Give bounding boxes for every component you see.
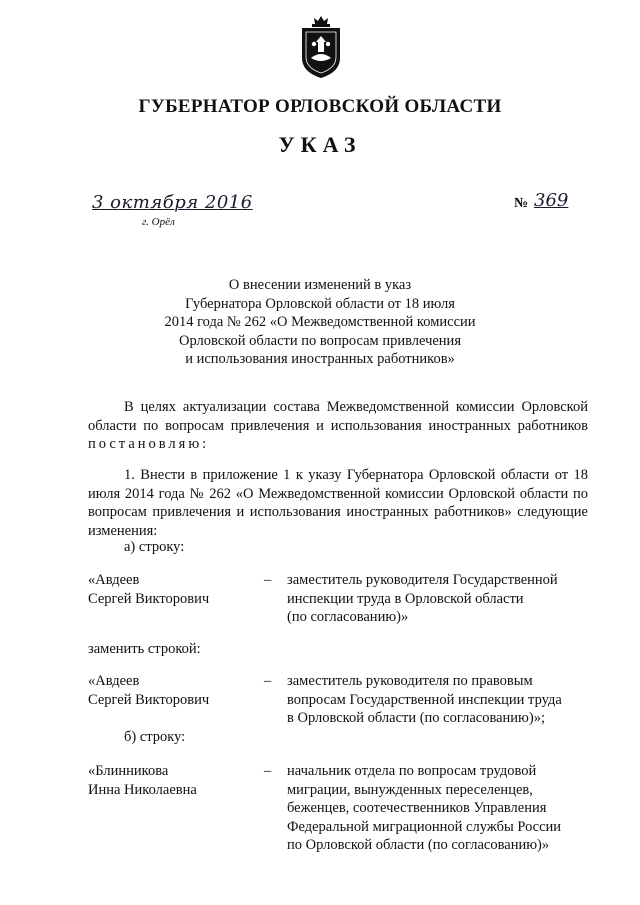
document-subject	[150, 276, 490, 369]
entry-dash: –	[264, 673, 272, 689]
decree-word: постановляю:	[88, 436, 210, 452]
entry-name-line: Сергей Викторович	[88, 691, 210, 708]
entry-dash: –	[264, 572, 272, 588]
entry-name	[88, 672, 248, 709]
entry-role-line: заместитель руководителя Государственной	[287, 572, 558, 588]
document-type: УКАЗ	[278, 132, 362, 157]
place-of-issue: г. Орёл	[142, 216, 175, 228]
entry-role-line: вопросам Государственной инспекции труда	[287, 691, 562, 708]
entry-role-line: инспекции труда в Орловской области	[287, 590, 524, 607]
entry-name-line: «Авдеев	[88, 572, 140, 588]
entry-role-line: беженцев, соотечественников Управления	[287, 800, 547, 816]
item-b-label: б) строку:	[124, 729, 186, 745]
entry-role-line: в Орловской области (по согласованию)»;	[287, 710, 545, 726]
subject-line: О внесении изменений в указ	[228, 277, 412, 293]
entry-role	[287, 672, 587, 728]
entry-role	[287, 762, 587, 855]
entry-name-line: «Авдеев	[88, 673, 140, 689]
clause-1-paragraph: 1. Внести в приложение 1 к указу Губернатора Орловской области от 18 июля 2014 года № 262 «О Межведомственной комиссии Орловской области по вопросам привлечения и использования иностранных работников» следующие изменения:	[88, 467, 588, 539]
coat-of-arms-icon	[298, 14, 344, 80]
entry-old-avdeev	[88, 571, 588, 651]
entry-old-blinnikova	[88, 762, 588, 862]
replace-label: заменить строкой:	[88, 641, 201, 657]
subject-line: 2014 года № 262 «О Межведомственной комиссии	[164, 314, 476, 330]
subject-line: Орловской области по вопросам привлечения	[178, 332, 461, 349]
date-field	[92, 192, 262, 218]
item-a-label: а) строку:	[124, 539, 185, 555]
preamble-text: В целях актуализации состава Межведомственной комиссии Орловской области по вопросам привлечения и использования иностранных работников	[88, 399, 588, 434]
entry-role	[287, 571, 587, 627]
subject-line: Губернатора Орловской области от 18 июля	[185, 295, 455, 312]
entry-role-line: начальник отдела по вопросам трудовой	[287, 763, 537, 779]
entry-role-line: заместитель руководителя по правовым	[287, 673, 533, 689]
handwritten-date: 3 октября 2016	[92, 192, 253, 213]
subject-line: и использования иностранных работников»	[185, 351, 455, 367]
entry-name-line: «Блинникова	[88, 763, 169, 779]
number-sign: №	[514, 196, 529, 211]
handwritten-number: 369	[534, 190, 569, 211]
entry-name-line: Инна Николаевна	[88, 781, 197, 798]
entry-role-line: по Орловской области (по согласованию)»	[287, 837, 550, 853]
entry-name	[88, 762, 248, 799]
org-title: ГУБЕРНАТОР ОРЛОВСКОЙ ОБЛАСТИ	[138, 96, 502, 117]
entry-role-line: миграции, вынужденных переселенцев,	[287, 781, 533, 798]
entry-dash: –	[264, 763, 272, 779]
entry-name-line: Сергей Викторович	[88, 590, 210, 607]
entry-name	[88, 571, 248, 608]
preamble-paragraph	[88, 398, 588, 454]
entry-role-line: Федеральной миграционной службы России	[287, 818, 562, 835]
entry-role-line: (по согласованию)»	[287, 609, 409, 625]
